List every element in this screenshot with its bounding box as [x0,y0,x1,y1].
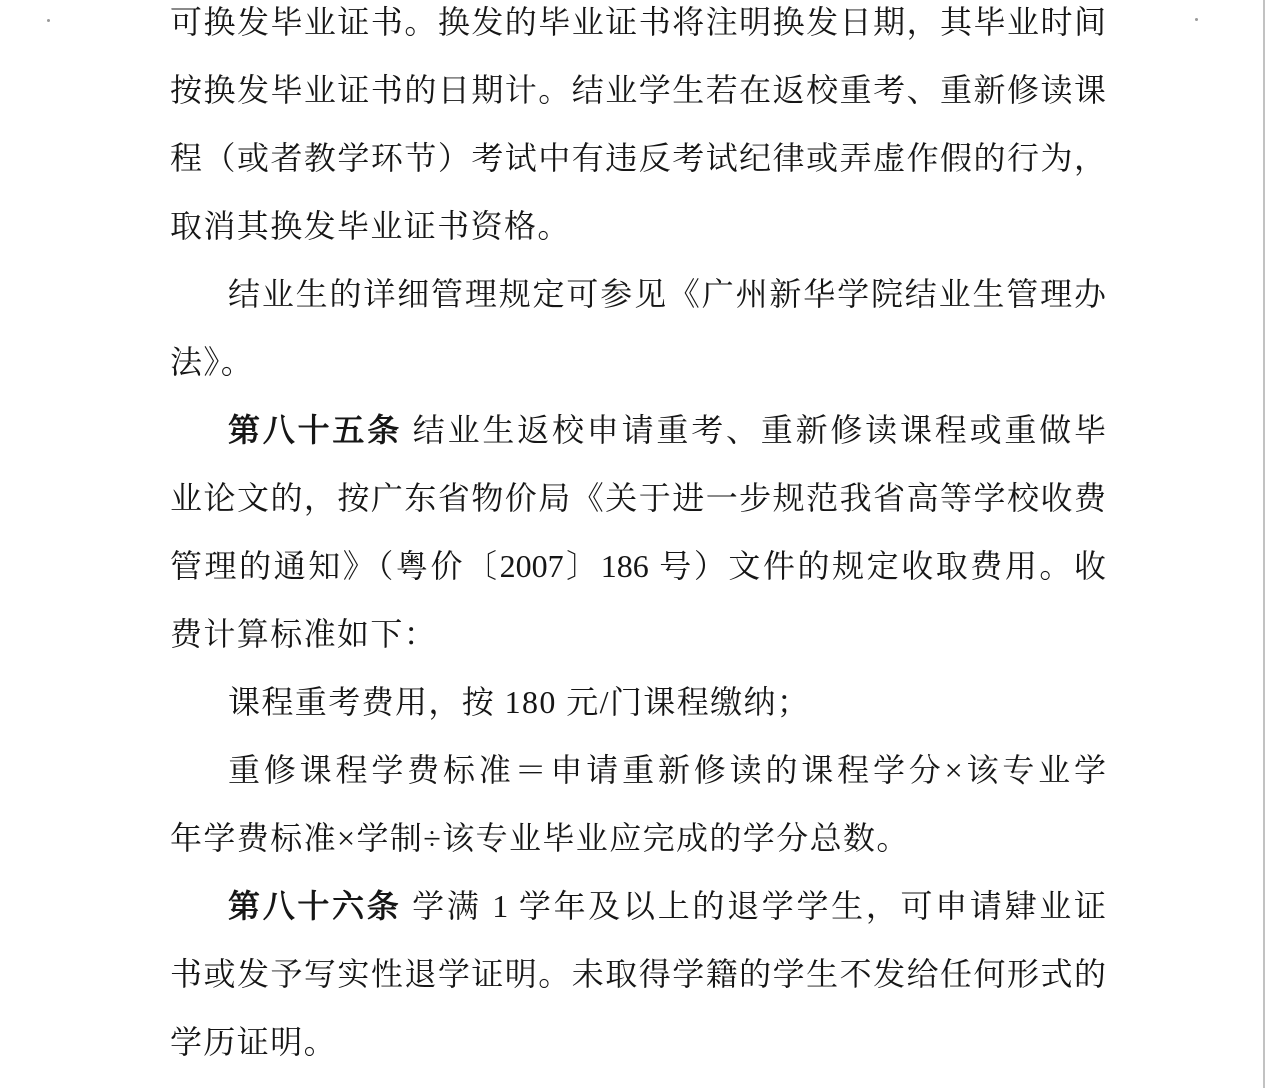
line-text: 按换发毕业证书的日期计。结业学生若在返校重考、重新修读课 [170,72,1106,108]
article-number-85: 第八十五条 [228,412,402,448]
line-text: 书或发予写实性退学证明。未取得学籍的学生不发给任何形式的 [170,956,1106,992]
text-line [170,532,1106,600]
scan-speck [1195,18,1198,21]
text-line [170,600,1106,668]
line-text: 结业生的详细管理规定可参见《广州新华学院结业生管理办 [228,276,1106,312]
text-line [170,464,1106,532]
text-line [170,56,1106,124]
text-line [170,192,1106,260]
text-line [170,1008,1106,1076]
article-number-86: 第八十六条 [228,888,402,924]
text-line [170,804,1106,872]
line-text: 程（或者教学环节）考试中有违反考试纪律或弄虚作假的行为， [170,140,1106,176]
line-text: 重修课程学费标准＝申请重新修读的课程学分×该专业学 [228,752,1106,788]
line-text: 学历证明。 [170,1024,338,1060]
line-text: 可换发毕业证书。换发的毕业证书将注明换发日期，其毕业时间 [170,4,1106,40]
text-line [170,328,1106,396]
text-line [170,124,1106,192]
text-line [170,0,1106,56]
line-text: 管理的通知》（粤价〔2007〕186 号）文件的规定收取费用。收 [170,548,1106,584]
text-line [170,668,1106,736]
line-text: 课程重考费用，按 180 元/门课程缴纳； [228,684,811,720]
text-line [170,940,1106,1008]
line-text: 结业生返校申请重考、重新修读课程或重做毕 [402,412,1106,448]
text-line [170,736,1106,804]
text-line [170,872,1106,940]
scan-speck [47,19,50,22]
line-text: 法》。 [170,344,255,380]
document-text-block [170,0,1106,1076]
text-line [170,396,1106,464]
line-text: 费计算标准如下： [170,616,438,652]
line-text: 取消其换发毕业证书资格。 [170,208,571,244]
text-line [170,260,1106,328]
line-text: 年学费标准×学制÷该专业毕业应完成的学分总数。 [170,820,910,856]
line-text: 学满 1 学年及以上的退学学生，可申请肄业证 [401,888,1106,924]
scan-edge-line [1263,0,1265,1088]
line-text: 业论文的，按广东省物价局《关于进一步规范我省高等学校收费 [170,480,1106,516]
